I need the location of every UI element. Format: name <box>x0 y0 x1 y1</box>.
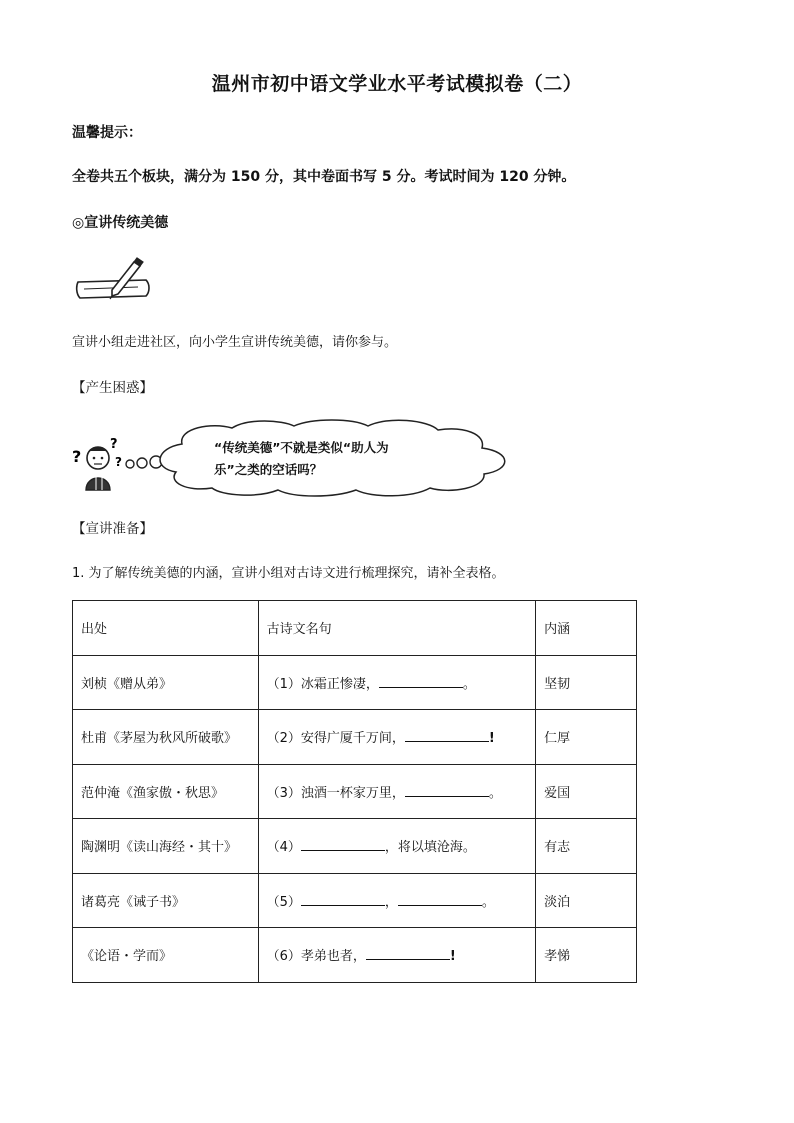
table-header-row <box>73 601 637 656</box>
row-line <box>258 710 536 765</box>
row-source: 《论语・学而》 <box>73 928 259 983</box>
header-line: 古诗文名句 <box>258 601 536 656</box>
table-row <box>73 655 637 710</box>
section-heading: ◎宣讲传统美德 <box>72 215 169 231</box>
table-row <box>73 928 637 983</box>
tips-label: 温馨提示： <box>72 125 142 141</box>
answer-blank[interactable] <box>398 893 482 906</box>
row-line <box>258 655 536 710</box>
answer-blank[interactable] <box>301 838 385 851</box>
svg-text:?: ? <box>72 447 82 466</box>
line-prefix: （5） <box>266 894 301 910</box>
table-row <box>73 819 637 874</box>
line-prefix: （1）冰霜正惨凄， <box>266 676 379 692</box>
confusion-label: 【产生困惑】 <box>72 380 153 396</box>
row-source: 刘桢《赠从弟》 <box>73 655 259 710</box>
thought-line-2: 乐”之类的空话吗？ <box>214 462 323 477</box>
row-meaning: 淡泊 <box>536 873 637 928</box>
header-source: 出处 <box>73 601 259 656</box>
table-row <box>73 873 637 928</box>
line-prefix: （6）孝弟也者， <box>266 949 366 965</box>
preparation-label: 【宣讲准备】 <box>72 521 153 537</box>
line-suffix: 。 <box>462 676 476 692</box>
table-row <box>73 710 637 765</box>
line-suffix: ! <box>449 949 456 965</box>
answer-blank[interactable] <box>405 784 489 797</box>
line-suffix: ! <box>488 731 495 747</box>
question-1: 1. 为了解传统美德的内涵，宣讲小组对古诗文进行梳理探究，请补全表格。 <box>72 566 505 581</box>
answer-blank[interactable] <box>379 675 463 688</box>
poem-table <box>72 600 637 983</box>
row-source: 陶渊明《读山海经・其十》 <box>73 819 259 874</box>
row-meaning: 孝悌 <box>536 928 637 983</box>
row-line <box>258 764 536 819</box>
answer-blank[interactable] <box>366 947 450 960</box>
row-meaning: 坚韧 <box>536 655 637 710</box>
row-meaning: 有志 <box>536 819 637 874</box>
table-row <box>73 764 637 819</box>
thought-line-1: “传统美德”不就是类似“助人为 <box>214 440 389 455</box>
line-prefix: （3）浊酒一杯家万里， <box>266 785 405 801</box>
pen-on-paper-icon <box>74 256 156 306</box>
svg-text:?: ? <box>110 437 118 452</box>
intro-text: 宣讲小组走进社区，向小学生宣讲传统美德，请你参与。 <box>72 335 398 350</box>
thought-bubble-text <box>214 437 454 481</box>
row-source: 范仲淹《渔家傲・秋思》 <box>73 764 259 819</box>
line-mid: ， <box>384 894 398 910</box>
svg-text:?: ? <box>115 455 122 469</box>
line-suffix: 。 <box>488 785 502 801</box>
row-meaning: 爱国 <box>536 764 637 819</box>
header-meaning: 内涵 <box>536 601 637 656</box>
row-source: 诸葛亮《诫子书》 <box>73 873 259 928</box>
line-prefix: （2）安得广厦千万间， <box>266 731 405 747</box>
line-suffix: 。 <box>481 894 495 910</box>
row-meaning: 仁厚 <box>536 710 637 765</box>
row-line <box>258 819 536 874</box>
row-line <box>258 873 536 928</box>
line-suffix: ，将以填沧海。 <box>384 840 476 856</box>
page-title: 温州市初中语文学业水平考试模拟卷（二） <box>211 73 583 95</box>
row-source: 杜甫《茅屋为秋风所破歌》 <box>73 710 259 765</box>
line-prefix: （4） <box>266 840 301 856</box>
answer-blank[interactable] <box>301 893 385 906</box>
tips-text: 全卷共五个板块，满分为 150 分，其中卷面书写 5 分。考试时间为 120 分钟。 <box>72 169 576 185</box>
row-line <box>258 928 536 983</box>
answer-blank[interactable] <box>405 729 489 742</box>
